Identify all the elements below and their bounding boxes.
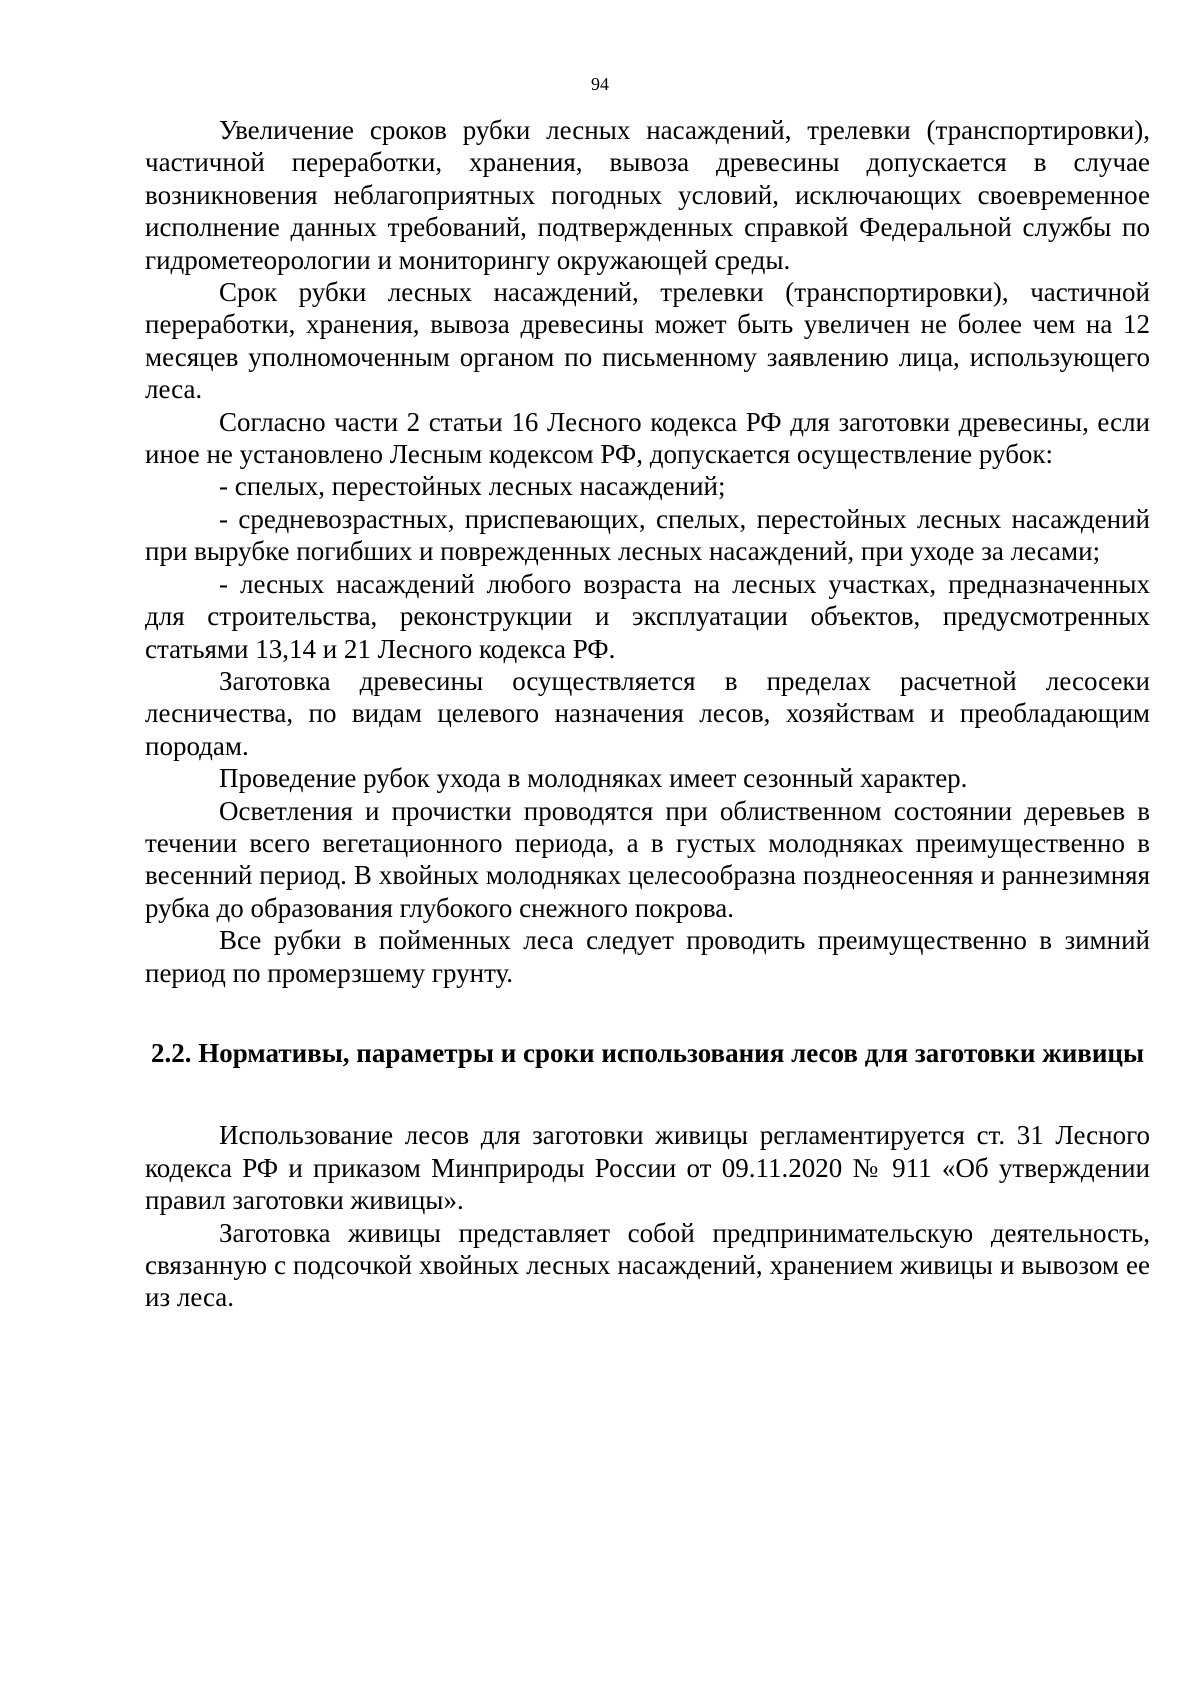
list-item-any-age-stands: - лесных насаждений любого возраста на лесных участках, предназначенных для строительства, реконструкции и эксплуатации объектов, предусмотренных статьями 13,14 и 21 Лесного кодекса РФ. (145, 568, 1150, 664)
page-content (145, 114, 1150, 1314)
paragraph-cleaning-thinning: Осветления и прочистки проводятся при облиственном состоянии деревьев в течении всего вегетационного периода, а в густых молодняках преимущественно в весенний период. В хвойных молодняках целесообразна позднеосенняя и раннезимняя рубка до образования глубокого снежного покрова. (145, 795, 1150, 923)
page-number: 94 (591, 74, 609, 94)
paragraph-term-limit: Срок рубки лесных насаждений, трелевки (транспортировки), частичной переработки, хранения, вывоза древесины может быть увеличен не более чем на 12 месяцев уполномоченным органом по письменному заявлению лица, использующего леса. (145, 277, 1150, 405)
paragraph-resin-regulation: Использование лесов для заготовки живицы регламентируется ст. 31 Лесного кодекса РФ и приказом Минприроды России от 09.11.2020 № 911 «Об утверждении правил заготовки живицы». (145, 1120, 1150, 1216)
section-heading: 2.2. Нормативы, параметры и сроки использования лесов для заготовки живицы (150, 1037, 1145, 1068)
paragraph-seasonal-thinning: Проведение рубок ухода в молодняках имеет сезонный характер. (219, 763, 968, 794)
paragraph-forest-code-article-16: Согласно части 2 статьи 16 Лесного кодекса РФ для заготовки древесины, если иное не установлено Лесным кодексом РФ, допускается осуществление рубок: (145, 406, 1150, 470)
list-item-middle-aged-stands: - средневозрастных, приспевающих, спелых, перестойных лесных насаждений при вырубке погибших и поврежденных лесных насаждений, при уходе за лесами; (145, 503, 1150, 567)
paragraph-resin-activity: Заготовка живицы представляет собой предпринимательскую деятельность, связанную с подсочкой хвойных лесных насаждений, хранением живицы и вывозом ее из леса. (145, 1217, 1150, 1313)
list-item-mature-stands: - спелых, перестойных лесных насаждений; (219, 471, 726, 502)
paragraph-floodplain-cutting: Все рубки в пойменных леса следует проводить преимущественно в зимний период по промерзшему грунту. (145, 925, 1150, 988)
paragraph-harvest-limits: Заготовка древесины осуществляется в пределах расчетной лесосеки лесничества, по видам целевого назначения лесов, хозяйствам и преобладающим породам. (145, 665, 1150, 761)
paragraph-term-extension: Увеличение сроков рубки лесных насаждений, трелевки (транспортировки), частичной переработки, хранения, вывоза древесины допускается в случае возникновения неблагоприятных погодных условий, исключающих своевременное исполнение данных требований, подтвержденных справкой Федеральной службы по гидрометеорологии и мониторингу окружающей среды. (145, 115, 1150, 275)
